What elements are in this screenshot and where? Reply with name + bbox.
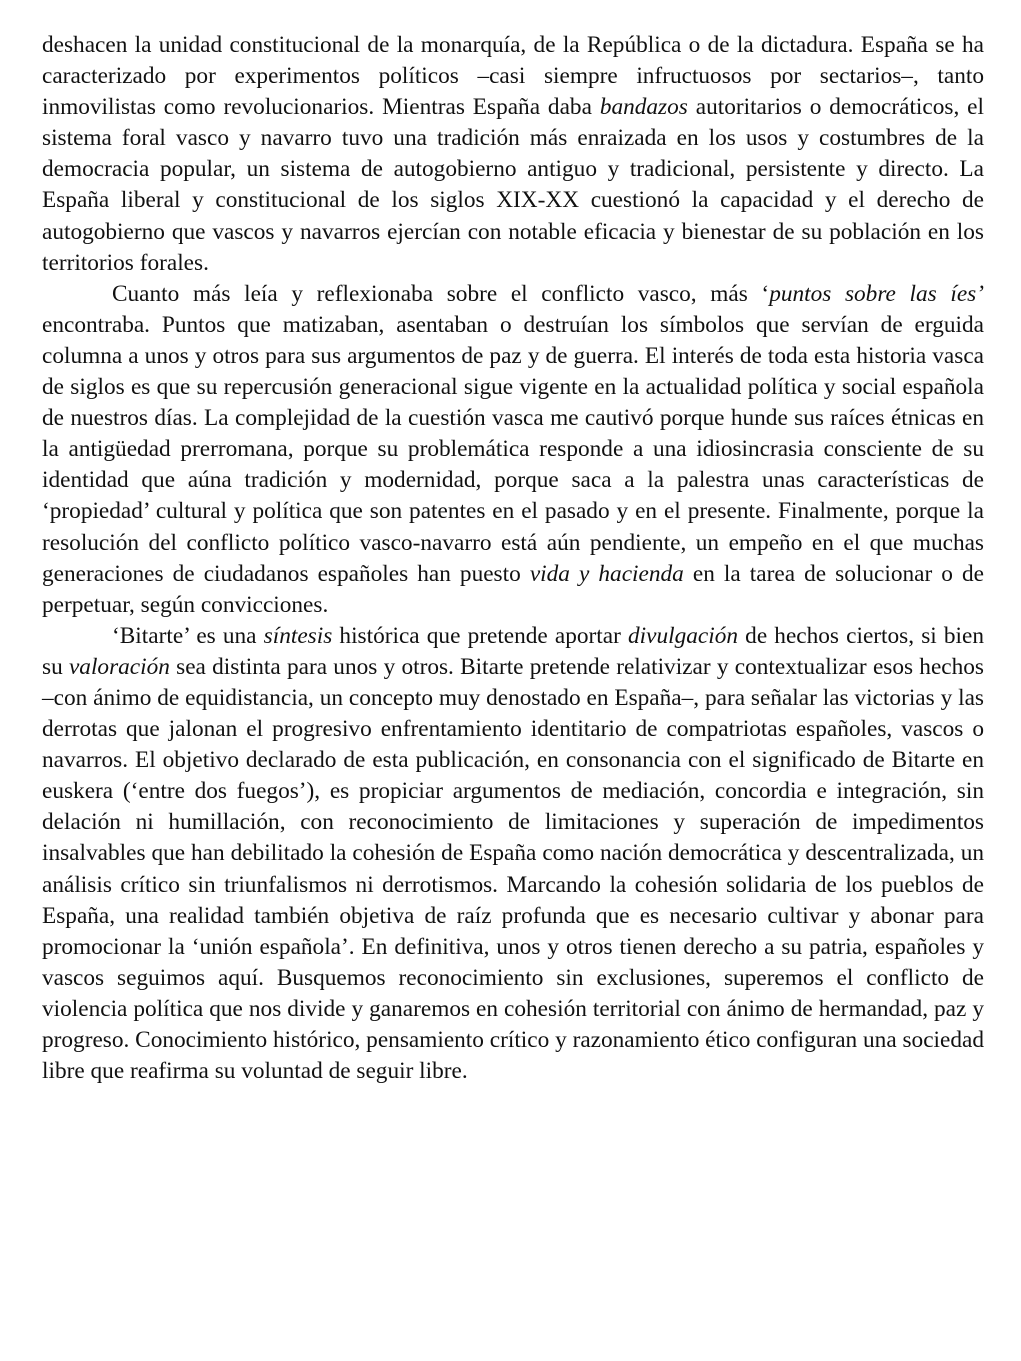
paragraph-3-text-a: histórica que pretende aportar (332, 622, 629, 649)
paragraph-3-italic-divulgacion: divulgación (628, 622, 739, 649)
paragraph-1-text-end: autoritarios o democráticos, el sistema foral vasco y navarro tuvo una tradición más enraizada en los usos y costumbres de la democracia popular, un sistema de autogobierno antiguo y tradicional, persistente y directo. La España liberal y constitucional de los siglos XIX-XX cuestionó la capacidad y el derecho de autogobierno que vascos y navarros ejercían con notable eficacia y bienestar de su población en los territorios forales. (42, 94, 984, 276)
paragraph-1-text: deshacen la unidad constitucional de la monarquía, de la República o de la dictadura. España se ha caracterizado por experimentos políticos –casi siempre infructuosos por sectarios–, tanto inmovilistas como revolucionarios. Mientras España daba (42, 32, 984, 121)
paragraph-2 (42, 279, 984, 621)
paragraph-1 (42, 30, 984, 279)
paragraph-3-italic-valoracion: valoración (68, 653, 170, 680)
paragraph-3 (42, 621, 984, 1087)
paragraph-2-italic-vida: vida y hacienda (529, 560, 684, 587)
paragraph-3-text-b: de hechos ciertos, si bien su (42, 622, 985, 680)
paragraph-2-italic-puntos: puntos sobre las íes’ (769, 280, 984, 307)
document-page (42, 30, 984, 1087)
paragraph-2-text: encontraba. Puntos que matizaban, asentaban o destruían los símbolos que servían de erguida columna a unos y otros para sus argumentos de paz y de guerra. El interés de toda esta historia vasca de siglos es que su repercusión generacional sigue vigente en la actualidad política y social española de nuestros días. La complejidad de la cuestión vasca me cautivó porque hunde sus raíces étnicas en la antigüedad prerromana, porque su problemática responde a una idiosincrasia consciente de su identidad que aúna tradición y modernidad, porque saca a la palestra unas características de ‘propiedad’ cultural y política que son patentes en el pasado y en el presente. Finalmente, porque la resolución del conflicto político vasco-navarro está aún pendiente, un empeño en el que muchas generaciones de ciudadanos españoles han puesto (42, 311, 984, 587)
paragraph-3-italic-sintesis: síntesis (263, 622, 333, 649)
paragraph-3-text-end: sea distinta para unos y otros. Bitarte pretende relativizar y contextualizar esos hechos –con ánimo de equidistancia, un concepto muy denostado en España–, para señalar las victorias y las derrotas que jalonan el progresivo enfrentamiento identitario de compatriotas españoles, vascos o navarros. El objetivo declarado de esta publicación, en consonancia con el significado de Bitarte en euskera (‘entre dos fuegos’), es propiciar argumentos de mediación, concordia e integración, sin delación ni humillación, con reconocimiento de limitaciones y superación de impedimentos insalvables que han debilitado la cohesión de España como nación democrática y descentralizada, un análisis crítico sin triunfalismos ni derrotismos. Marcando la cohesión solidaria de los pueblos de España, una realidad también objetiva de raíz profunda que es necesario cultivar y abonar para promocionar la ‘unión española’. En definitiva, unos y otros tienen derecho a su patria, españoles y vascos seguimos aquí. Busquemos reconocimiento sin exclusiones, superemos el conflicto de violencia política que nos divide y ganaremos en cohesión territorial con ánimo de hermandad, paz y progreso. Conocimiento histórico, pensamiento crítico y razonamiento ético configuran una sociedad libre que reafirma su voluntad de seguir libre. (42, 653, 984, 1085)
paragraph-1-italic-bandazos: bandazos (599, 94, 688, 121)
paragraph-3-text-start: ‘Bitarte’ es una (112, 622, 264, 649)
paragraph-2-text-start: Cuanto más leía y reflexionaba sobre el conflicto vasco, más ‘ (112, 280, 770, 307)
paragraph-2-text-end: en la tarea de solucionar o de perpetuar, según convicciones. (42, 560, 984, 618)
